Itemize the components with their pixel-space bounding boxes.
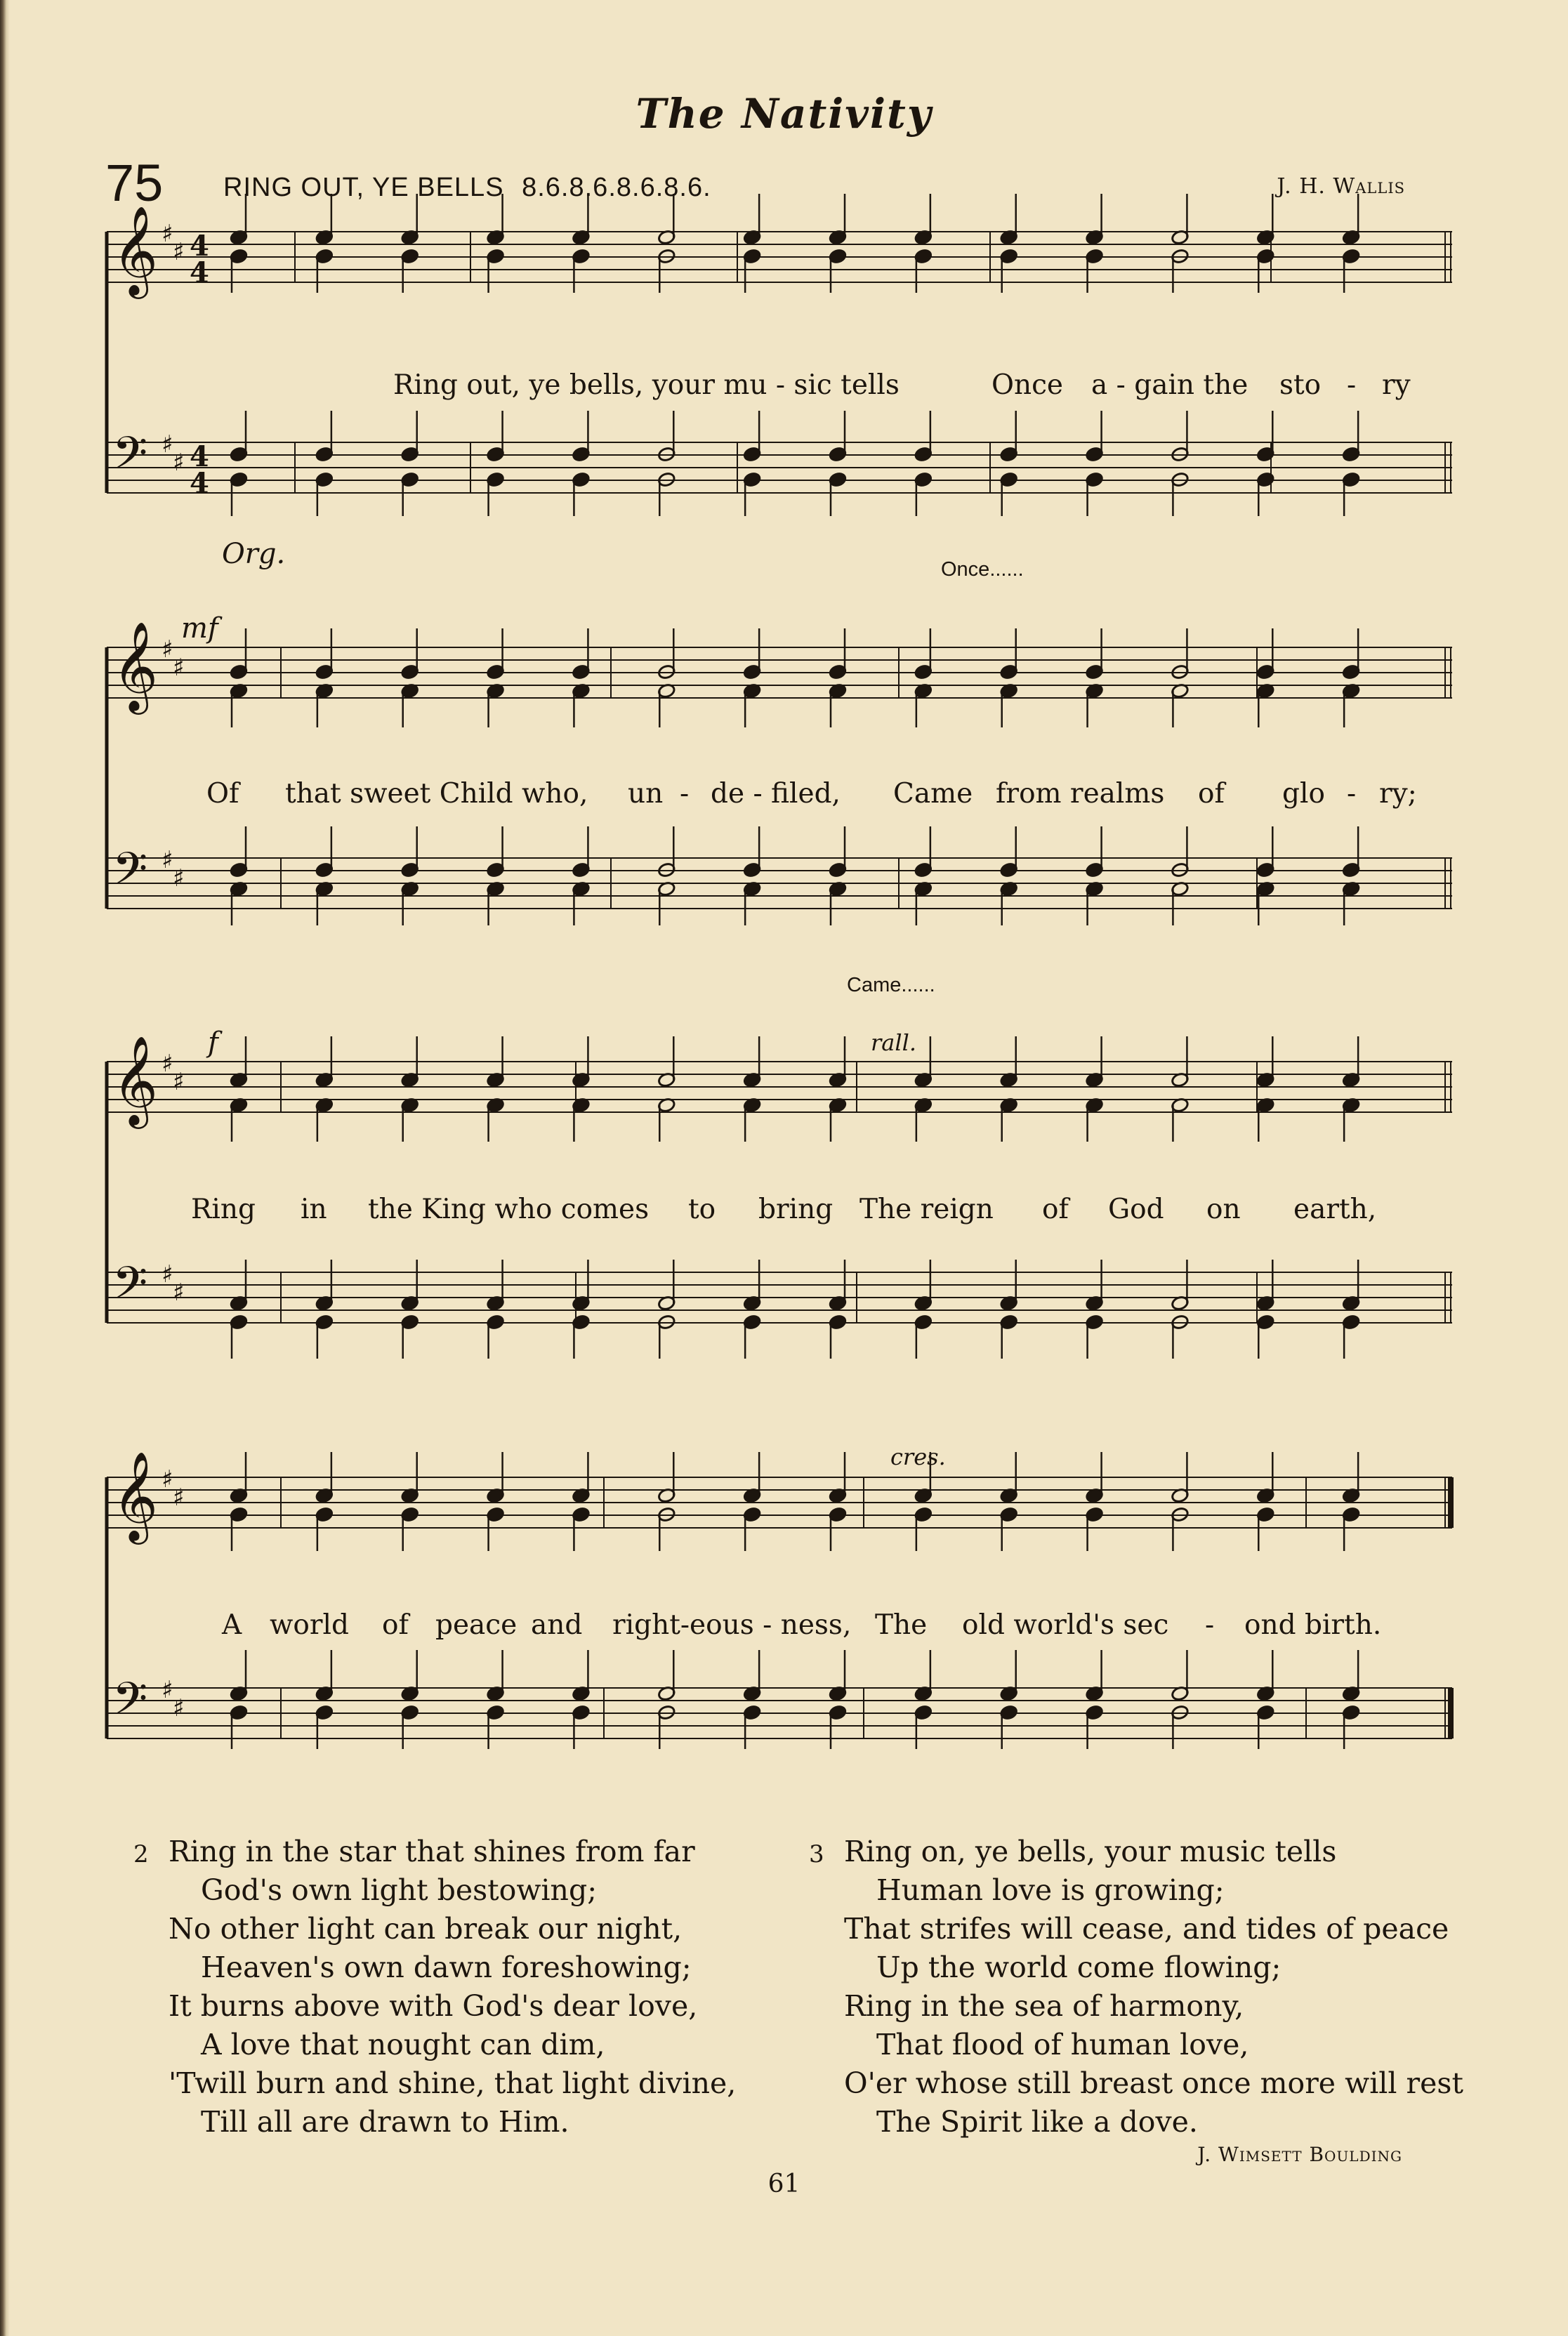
verse-2-line: It burns above with God's dear love,	[169, 1989, 698, 2023]
verse-3-line: The Spirit like a dove.	[876, 2105, 1198, 2139]
verse-2-line: A love that nought can dim,	[201, 2028, 605, 2061]
lyric-line-2-g: from realms	[996, 778, 1165, 810]
lyric-line-3-e: bring	[758, 1194, 834, 1225]
time-signature-top: 4	[190, 230, 209, 263]
lyric-line-1-e: -	[1347, 369, 1357, 401]
verse-3-line: Up the world come flowing;	[876, 1951, 1282, 1984]
sharp-sign: ♯	[173, 449, 185, 477]
lyric-line-1-a: Ring out, ye bells, your mu - sic tells	[393, 369, 900, 401]
time-signature-bottom: 4	[190, 467, 209, 500]
lyric-line-1-b: Once	[991, 369, 1064, 401]
lyric-line-4-c: of	[382, 1609, 409, 1641]
sharp-sign: ♯	[162, 1676, 173, 1704]
sharp-sign: ♯	[162, 430, 173, 458]
lyric-line-3-b: in	[301, 1194, 327, 1225]
verse-3-line: Ring on, ye bells, your music tells	[844, 1835, 1337, 1868]
verse-2-line: 'Twill burn and shine, that light divine,	[169, 2066, 737, 2100]
verse-2-line: Till all are drawn to Him.	[201, 2105, 569, 2139]
lyric-line-4-b: world	[270, 1609, 349, 1641]
sharp-sign: ♯	[162, 1260, 173, 1288]
lyric-line-4-h: old world's sec	[962, 1609, 1169, 1641]
verse-3	[809, 1833, 1463, 2142]
bass-clef: 𝄢	[112, 1673, 148, 1736]
lyric-line-1-c: a - gain the	[1091, 369, 1249, 401]
lyric-line-3-i: on	[1206, 1194, 1241, 1225]
verse-2-line: Ring in the star that shines from far	[169, 1835, 695, 1868]
verse-3-line: Ring in the sea of harmony,	[844, 1989, 1244, 2023]
lyric-line-2-b: that sweet Child who,	[285, 778, 588, 810]
cres-mark: cres.	[890, 1444, 946, 1470]
lyric-line-3-a: Ring	[191, 1194, 256, 1225]
section-title: The Nativity	[635, 90, 933, 138]
sharp-sign: ♯	[162, 220, 173, 248]
bass-clef: 𝄢	[112, 843, 148, 906]
treble-clef: 𝄞	[112, 621, 159, 711]
lyric-line-2-d: -	[680, 778, 690, 810]
lyric-line-4-e: and	[531, 1609, 583, 1641]
verse-2-line: Heaven's own dawn foreshowing;	[201, 1951, 692, 1984]
treble-clef: 𝄞	[112, 1035, 159, 1125]
sharp-sign: ♯	[162, 1050, 173, 1078]
treble-clef: 𝄞	[112, 1451, 159, 1540]
lyric-line-2-a: Of	[206, 778, 239, 810]
sharp-sign: ♯	[173, 864, 185, 892]
verse-author: J. Wimsett Boulding	[1197, 2143, 1402, 2166]
lyric-line-2-e: de - filed,	[711, 778, 841, 810]
lyric-line-3-j: earth,	[1293, 1194, 1377, 1225]
lyric-line-2-c: un	[628, 778, 664, 810]
mf-mark: mf	[181, 612, 218, 645]
sharp-sign: ♯	[162, 635, 173, 664]
page-number: 61	[767, 2170, 801, 2198]
sharp-sign: ♯	[173, 1279, 185, 1307]
lyric-line-3-h: God	[1108, 1194, 1164, 1225]
sharp-sign: ♯	[173, 238, 185, 266]
verse-3-line: That flood of human love,	[876, 2028, 1249, 2061]
composer: J. H. Wallis	[1277, 174, 1405, 199]
lyric-line-4-g: The	[875, 1609, 928, 1641]
treble-clef: 𝄞	[112, 205, 159, 295]
lyric-line-4-j: ond birth.	[1244, 1609, 1382, 1641]
sharp-sign: ♯	[173, 1068, 185, 1096]
lyric-line-3-c: the King who comes	[368, 1194, 650, 1225]
organ-mark: Org.	[222, 538, 286, 570]
lyric-line-3-d: to	[688, 1194, 716, 1225]
bass-clef: 𝄢	[112, 1258, 148, 1321]
lyric-line-2-h: of	[1198, 778, 1225, 810]
lyric-line-4-f: right-eous - ness,	[612, 1609, 852, 1641]
hymn-number: 75	[105, 154, 164, 212]
hymn-title: RING OUT, YE BELLS	[223, 173, 504, 202]
verse-2-line: God's own light bestowing;	[201, 1873, 598, 1907]
lyric-line-3-g: of	[1042, 1194, 1069, 1225]
lyric-line-4-d: peace	[435, 1609, 518, 1641]
verse-3-number: 3	[809, 1840, 824, 1868]
cue-came: Came......	[847, 974, 935, 996]
sharp-sign: ♯	[173, 1484, 185, 1512]
hymn-meter: 8.6.8.6.8.6.8.6.	[522, 173, 711, 202]
lyric-line-1-f: ry	[1382, 369, 1411, 401]
lyric-line-4-i: -	[1205, 1609, 1215, 1641]
lyric-line-2-k: ry;	[1379, 778, 1417, 810]
lyric-line-3-f: The reign	[859, 1194, 994, 1225]
sharp-sign: ♯	[162, 1465, 173, 1493]
verse-2-number: 2	[133, 1840, 149, 1868]
verse-2-line: No other light can break our night,	[169, 1912, 683, 1946]
time-signature-top: 4	[190, 440, 209, 473]
lyric-line-2-j: -	[1347, 778, 1357, 810]
f-mark: f	[208, 1027, 218, 1059]
sharp-sign: ♯	[173, 1694, 185, 1722]
cue-once: Once......	[941, 558, 1024, 581]
verse-3-line: O'er whose still breast once more will rest	[844, 2066, 1463, 2100]
verse-3-line: That strifes will cease, and tides of peace	[844, 1912, 1449, 1946]
rall-mark: rall.	[871, 1029, 917, 1056]
lyric-line-4-a: A	[222, 1609, 242, 1641]
sharp-sign: ♯	[173, 654, 185, 682]
sharp-sign: ♯	[162, 846, 173, 874]
lyric-line-2-f: Came	[893, 778, 973, 810]
verse-3-line: Human love is growing;	[876, 1873, 1225, 1907]
lyric-line-1-d: sto	[1279, 369, 1322, 401]
verse-2	[133, 1833, 737, 2142]
bass-clef: 𝄢	[112, 428, 148, 491]
lyric-line-2-i: glo	[1282, 778, 1325, 810]
time-signature-bottom: 4	[190, 256, 209, 289]
